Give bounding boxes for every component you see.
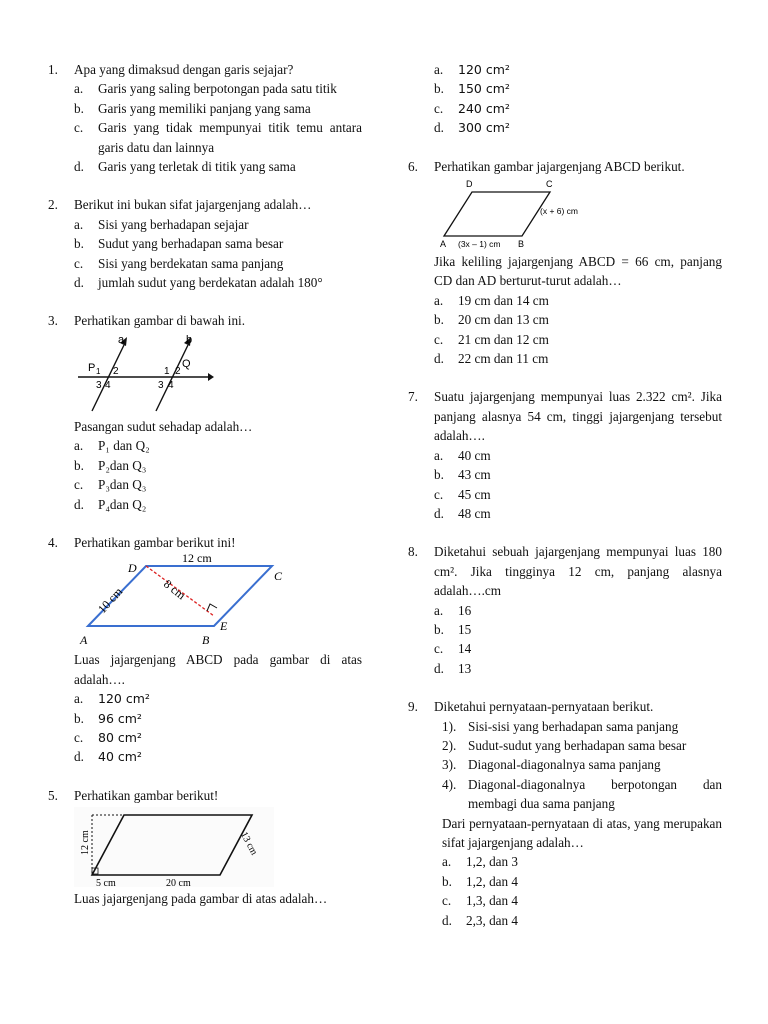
question-6 xyxy=(408,157,722,369)
question-number: 7. xyxy=(408,389,418,405)
option[interactable]: a. Sisi yang berhadapan sejajar xyxy=(74,216,249,232)
question-prompt: Dari pernyataan-pernyataan di atas, yang merupakan sifat jajargenjang adalah… xyxy=(442,815,722,850)
question-prompt: Luas jajargenjang pada gambar di atas adalah… xyxy=(74,891,328,907)
question-number: 2. xyxy=(48,197,58,213)
option[interactable]: a. 1,2, dan 3 xyxy=(442,854,519,870)
options-list xyxy=(74,215,362,293)
svg-text:1: 1 xyxy=(96,366,101,376)
side-bc-label: (x + 6) cm xyxy=(540,206,579,217)
option[interactable]: d. 13 xyxy=(434,660,472,676)
parallel-lines-figure xyxy=(74,333,214,415)
left-side-label: 10 cm xyxy=(94,584,126,617)
question-1 xyxy=(48,60,362,176)
question-5 xyxy=(48,786,362,909)
options-list xyxy=(74,79,362,176)
question-5-options xyxy=(408,60,722,138)
question-text: Apa yang dimaksud dengan garis sejajar? xyxy=(74,62,294,77)
offset-label: 5 cm xyxy=(96,878,116,888)
svg-text:B: B xyxy=(202,633,210,648)
question-number: 5. xyxy=(48,787,58,803)
option[interactable]: d. jumlah sudut yang berdekatan adalah 180° xyxy=(74,275,323,291)
svg-text:A: A xyxy=(440,239,447,250)
option[interactable]: b. 20 cm dan 13 cm xyxy=(434,312,549,328)
line-label-a: a xyxy=(118,333,125,346)
options-list xyxy=(74,689,362,767)
statement: 4). Diagonal-diagonalnya berpotongan dan membagi dua sama panjang xyxy=(442,776,722,812)
option[interactable]: d. 300 cm² xyxy=(434,120,510,136)
option[interactable]: c. 14 xyxy=(434,641,472,657)
option[interactable]: b. P₂dan Q₃ xyxy=(74,457,147,473)
option[interactable]: a. 40 cm xyxy=(434,447,491,463)
svg-text:2: 2 xyxy=(175,365,181,377)
svg-text:E: E xyxy=(220,619,228,634)
svg-text:B: B xyxy=(518,239,525,250)
option[interactable]: c. 45 cm xyxy=(434,486,491,502)
svg-text:3: 3 xyxy=(158,379,164,391)
option[interactable]: b. 1,2, dan 4 xyxy=(442,873,519,889)
question-text: Perhatikan gambar jajargenjang ABCD berikut. xyxy=(434,158,685,174)
question-9 xyxy=(408,697,722,930)
option[interactable]: d. 48 cm xyxy=(434,505,491,521)
option[interactable]: d. 2,3, dan 4 xyxy=(442,912,519,928)
question-prompt: Jika keliling jajargenjang ABCD = 66 cm, panjang CD dan AD berturut-turut adalah… xyxy=(434,254,722,289)
question-number: 6. xyxy=(408,158,418,174)
point-label-q: Q xyxy=(182,357,191,370)
option[interactable]: c. Garis yang tidak mempunyai titik temu antara garis datu dan lainnya xyxy=(74,120,362,155)
top-side-label: 12 cm xyxy=(182,554,212,566)
option[interactable]: c. 240 cm² xyxy=(434,100,510,116)
question-number: 8. xyxy=(408,544,418,560)
question-text: Diketahui pernyataan-pernyataan berikut. xyxy=(434,699,654,715)
question-8 xyxy=(408,542,722,678)
question-3 xyxy=(48,311,362,513)
svg-text:1: 1 xyxy=(164,365,170,377)
question-text: Perhatikan gambar di bawah ini. xyxy=(74,313,246,329)
statement: 1). Sisi-sisi yang berhadapan sama panjang xyxy=(442,718,679,734)
question-4 xyxy=(48,533,362,767)
left-column xyxy=(48,60,362,909)
right-column xyxy=(408,60,722,930)
question-text: Perhatikan gambar berikut! xyxy=(74,787,219,803)
question-number: 4. xyxy=(48,534,58,550)
options-list xyxy=(434,291,722,369)
option[interactable]: d. 40 cm² xyxy=(74,749,142,765)
svg-text:A: A xyxy=(80,633,88,648)
question-prompt: Luas jajargenjang ABCD pada gambar di atas adalah…. xyxy=(74,652,362,687)
option[interactable]: d. 22 cm dan 11 cm xyxy=(434,351,549,367)
svg-text:4: 4 xyxy=(105,379,111,391)
option[interactable]: a. 19 cm dan 14 cm xyxy=(434,292,549,308)
height-label: 12 cm xyxy=(80,830,91,856)
base-label: 20 cm xyxy=(166,878,191,888)
option[interactable]: b. Sudut yang berhadapan sama besar xyxy=(74,236,284,252)
option[interactable]: b. 150 cm² xyxy=(434,81,510,97)
svg-text:2: 2 xyxy=(113,365,119,377)
question-number: 9. xyxy=(408,699,418,715)
question-2 xyxy=(48,195,362,292)
option[interactable]: c. 21 cm dan 12 cm xyxy=(434,331,549,347)
side-ab-label: (3x – 1) cm xyxy=(458,239,501,250)
parallelogram-abcd-figure xyxy=(74,554,304,648)
option[interactable]: a. 120 cm² xyxy=(74,691,150,707)
height-label: 8 cm xyxy=(161,577,189,603)
svg-text:3: 3 xyxy=(96,379,102,391)
statement: 2). Sudut-sudut yang berhadapan sama besar xyxy=(442,737,687,753)
question-number: 3. xyxy=(48,313,58,329)
option[interactable]: c. 1,3, dan 4 xyxy=(442,893,519,909)
options-list xyxy=(434,601,722,679)
parallelogram-figure xyxy=(74,807,274,887)
option[interactable]: a. P₁ dan Q₂ xyxy=(74,438,150,454)
line-label-b: b xyxy=(186,333,193,346)
options-list xyxy=(434,60,722,138)
svg-text:D: D xyxy=(128,561,137,576)
svg-text:C: C xyxy=(546,179,553,190)
option[interactable]: b. 96 cm² xyxy=(74,710,142,726)
option[interactable]: c. P₃dan Q₃ xyxy=(74,477,147,493)
option[interactable]: c. Sisi yang berdekatan sama panjang xyxy=(74,255,284,271)
svg-text:D: D xyxy=(466,179,473,190)
statement: 3). Diagonal-diagonalnya sama panjang xyxy=(442,757,661,773)
svg-text:4: 4 xyxy=(168,379,174,391)
option[interactable]: c. 80 cm² xyxy=(74,729,142,745)
option[interactable]: a. Garis yang saling berpotongan pada satu titik xyxy=(74,81,337,97)
side-label: 13 cm xyxy=(238,830,260,858)
option[interactable]: a. 16 xyxy=(434,602,472,618)
question-7 xyxy=(408,387,722,523)
options-list xyxy=(74,436,362,514)
point-label-p: P xyxy=(88,361,96,374)
option[interactable]: b. Garis yang memiliki panjang yang sama xyxy=(74,100,311,116)
option[interactable]: d. Garis yang terletak di titik yang sama xyxy=(74,159,296,175)
question-text: Perhatikan gambar berikut ini! xyxy=(74,534,236,550)
question-text: Diketahui sebuah jajargenjang mempunyai luas 180 cm². Jika tingginya 12 cm, panjang alasnya adalah….cm xyxy=(434,544,722,599)
question-text: Suatu jajargenjang mempunyai luas 2.322 cm². Jika panjang alasnya 54 cm, tinggi jajargenjang tersebut adalah…. xyxy=(434,389,722,444)
question-number: 1. xyxy=(48,62,58,77)
option[interactable]: b. 15 xyxy=(434,621,472,637)
options-list xyxy=(434,446,722,524)
option[interactable]: b. 43 cm xyxy=(434,467,491,483)
svg-text:C: C xyxy=(274,569,283,584)
option[interactable]: d. P₄dan Q₂ xyxy=(74,496,147,512)
question-prompt: Pasangan sudut sehadap adalah… xyxy=(74,418,253,434)
question-text: Berikut ini bukan sifat jajargenjang adalah… xyxy=(74,197,312,213)
parallelogram-abcd-figure xyxy=(434,178,614,250)
options-list xyxy=(434,852,722,930)
option[interactable]: a. 120 cm² xyxy=(434,62,510,77)
